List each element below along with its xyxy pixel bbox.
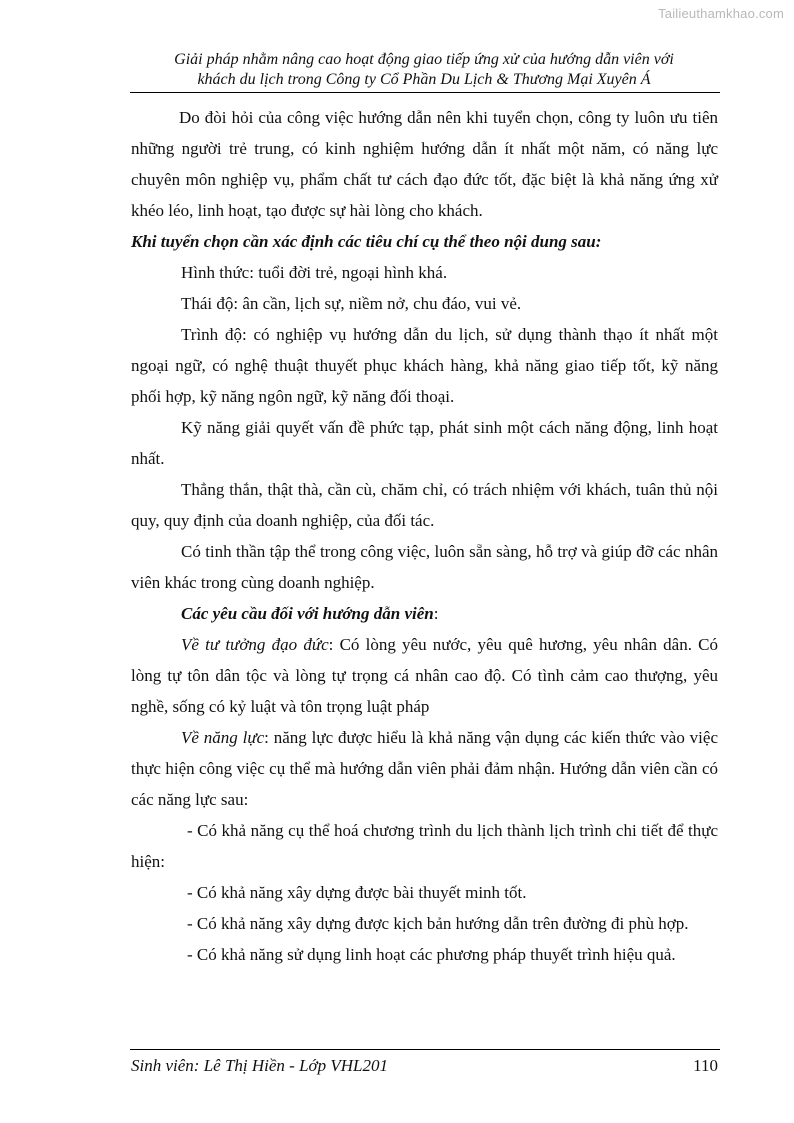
criteria-attitude: Thái độ: ân cần, lịch sự, niềm nở, chu đáo, vui vẻ.	[181, 294, 522, 313]
paragraph-intro: Do đòi hỏi của công việc hướng dẫn nên khi tuyển chọn, công ty luôn ưu tiên những người trẻ trung, có kinh nghiệm hướng dẫn ít nhất một năm, có năng lực chuyên môn nghiệp vụ, phẩm chất tư cách đạo đức tốt, đặc biệt là khả năng ứng xử khéo léo, linh hoạt, tạo được sự hài lòng cho khách.	[131, 108, 718, 220]
criteria-teamwork: Có tinh thần tập thể trong công việc, luôn sẵn sàng, hỗ trợ và giúp đỡ các nhân viên khác trong cùng doanh nghiệp.	[131, 542, 718, 592]
ability-text: : năng lực được hiểu là khả năng vận dụng các kiến thức vào việc thực hiện công việc cụ thể mà hướng dẫn viên phải đảm nhận. Hướng dẫn viên cần có các năng lực sau:	[131, 728, 718, 809]
list-item: - Có khả năng xây dựng được kịch bản hướng dẫn trên đường đi phù hợp.	[187, 914, 689, 933]
heading-requirements-colon: :	[433, 604, 439, 623]
paragraph-ability	[131, 722, 718, 815]
footer-author: Sinh viên: Lê Thị Hiền - Lớp VHL201	[131, 1056, 388, 1075]
ethics-label: Về tư tưởng đạo đức	[181, 635, 329, 654]
running-header	[130, 50, 718, 90]
watermark-text: Tailieuthamkhao.com	[658, 6, 784, 21]
criteria-qualification: Trình độ: có nghiệp vụ hướng dẫn du lịch, sử dụng thành thạo ít nhất một ngoại ngữ, có nghệ thuật thuyết phục khách hàng, khả năng giao tiếp tốt, kỹ năng phối hợp, kỹ năng ngôn ngữ, kỹ năng đối thoại.	[131, 325, 718, 406]
ethics-text: : Có lòng yêu nước, yêu quê hương, yêu nhân dân. Có lòng tự tôn dân tộc và lòng tự trọng cá nhân cao độ. Có tình cảm cao thượng, yêu nghề, sống có kỷ luật và tôn trọng luật pháp	[131, 635, 718, 716]
footer-divider	[130, 1049, 720, 1050]
page-number: 110	[693, 1056, 718, 1075]
criteria-appearance: Hình thức: tuổi đời trẻ, ngoại hình khá.	[181, 263, 448, 282]
page-body	[131, 102, 718, 970]
header-line-2: khách du lịch trong Công ty Cổ Phần Du Lịch & Thương Mại Xuyên Á	[197, 71, 651, 88]
criteria-problem-solving: Kỹ năng giải quyết vấn đề phức tạp, phát sinh một cách năng động, linh hoạt nhất.	[131, 418, 718, 468]
paragraph-ethics	[131, 629, 718, 722]
heading-criteria: Khi tuyển chọn cần xác định các tiêu chí cụ thể theo nội dung sau:	[131, 232, 602, 251]
heading-requirements-text: Các yêu cầu đối với hướng dẫn viên	[181, 604, 434, 623]
page-footer	[131, 1055, 718, 1077]
header-line-1: Giải pháp nhằm nâng cao hoạt động giao tiếp ứng xử của hướng dẫn viên với	[174, 51, 674, 68]
criteria-honesty: Thẳng thắn, thật thà, cần cù, chăm chỉ, có trách nhiệm với khách, tuân thủ nội quy, quy định của doanh nghiệp, của đối tác.	[131, 480, 718, 530]
list-item: - Có khả năng sử dụng linh hoạt các phương pháp thuyết trình hiệu quả.	[187, 945, 676, 964]
list-item: - Có khả năng cụ thể hoá chương trình du lịch thành lịch trình chi tiết để thực hiện:	[131, 821, 718, 871]
header-divider	[130, 92, 720, 93]
list-item: - Có khả năng xây dựng được bài thuyết minh tốt.	[187, 883, 527, 902]
ability-label: Về năng lực	[181, 728, 265, 747]
heading-requirements	[131, 598, 718, 629]
